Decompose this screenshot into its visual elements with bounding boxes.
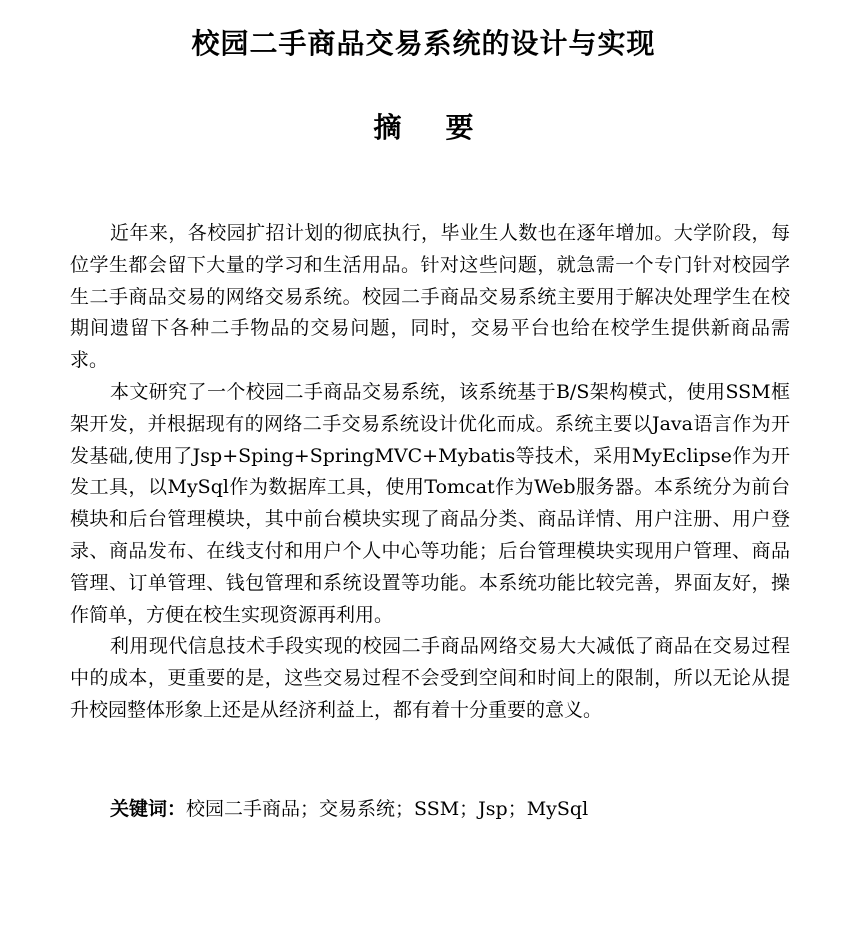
keywords-list: 校园二手商品；交易系统；SSM；Jsp；MySql (186, 798, 589, 820)
abstract-heading: 摘要 (373, 111, 518, 144)
keywords-label: 关键词： (110, 798, 187, 820)
abstract-paragraph-3: 利用现代信息技术手段实现的校园二手商品网络交易大大减低了商品在交易过程中的成本，更重要的是，这些交易过程不会受到空间和时间上的限制，所以无论从提升校园整体形象上还是从经济利益上，都有着十分重要的意义。 (70, 635, 790, 721)
abstract-paragraph-2: 本文研究了一个校园二手商品交易系统，该系统基于B/S架构模式，使用SSM框架开发，并根据现有的网络二手交易系统设计优化而成。系统主要以Java语言作为开发基础,使用了Jsp+Sping+SpringMVC+Mybatis等技术，采用MyEclipse作为开发工具，以MySql作为数据库工具，使用Tomcat作为Web服务器。本系统分为前台模块和后台管理模块，其中前台模块实现了商品分类、商品详情、用户注册、用户登录、商品发布、在线支付和用户个人中心等功能；后台管理模块实现用户管理、商品管理、订单管理、钱包管理和系统设置等功能。本系统功能比较完善，界面友好，操作简单，方便在校生实现资源再利用。 (70, 380, 790, 626)
keywords-line (110, 794, 588, 825)
document-title: 校园二手商品交易系统的设计与实现 (191, 27, 656, 60)
abstract-body (70, 218, 790, 727)
abstract-paragraph-1: 近年来，各校园扩招计划的彻底执行，毕业生人数也在逐年增加。大学阶段，每位学生都会留下大量的学习和生活用品。针对这些问题，就急需一个专门针对校园学生二手商品交易的网络交易系统。校园二手商品交易系统主要用于解决处理学生在校期间遗留下各种二手物品的交易问题，同时，交易平台也给在校学生提供新商品需求。 (70, 222, 790, 372)
